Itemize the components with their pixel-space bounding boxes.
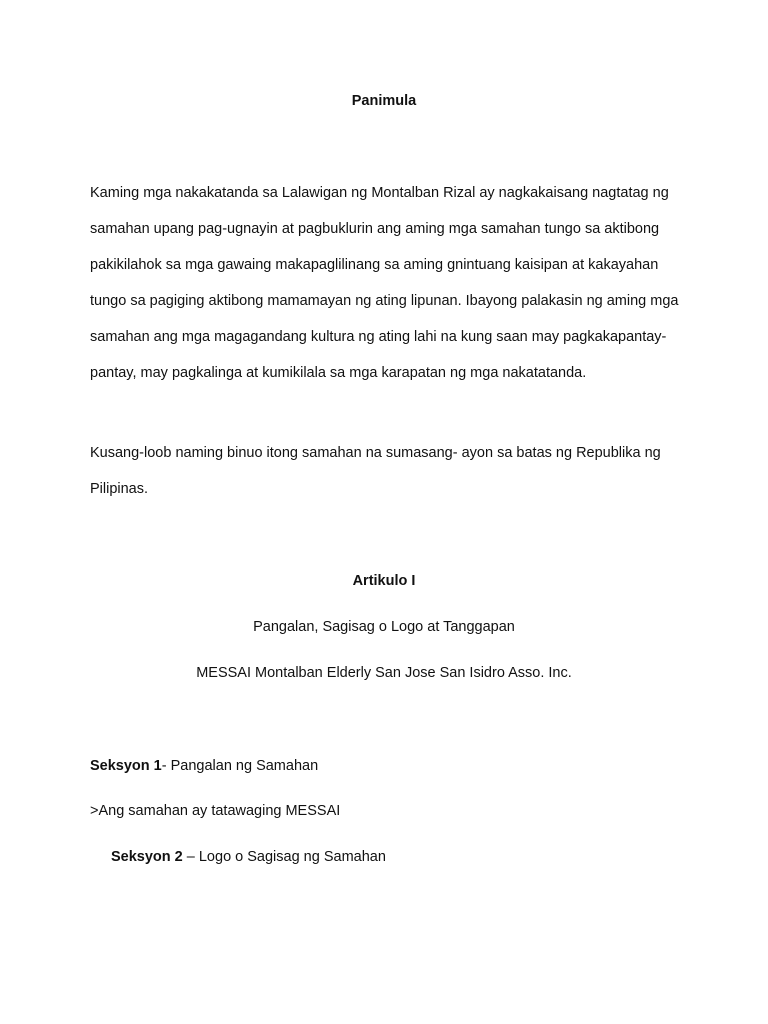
preamble-heading: Panimula <box>351 93 417 109</box>
section-2-title: – Logo o Sagisag ng Samahan <box>182 849 386 865</box>
preamble-paragraph-2 <box>90 436 690 508</box>
section-1-label: Seksyon 1 <box>90 758 162 774</box>
preamble-paragraph-1 <box>90 176 690 391</box>
preamble-paragraph-2-text: Kusang-loob naming binuo itong samahan na sumasang- ayon sa batas ng Republika ng Pilipinas. <box>90 445 661 497</box>
preamble-paragraph-1-text: Kaming mga nakakatanda sa Lalawigan ng Montalban Rizal ay nagkakaisang nagtatag ng samahan upang pag-ugnayin at pagbuklurin ang aming mga samahan tungo sa aktibong pakikilahok sa mga gawaing makapaglilinang sa aming gnintuang kaisipan at kakayahan tungo sa pagiging aktibong mamamayan ng ating lipunan. Ibayong palakasin ng aming mga samahan ang mga magagandang kultura ng ating lahi na kung saan may pagkakapantay-pantay, may pagkalinga at kumikilala sa mga karapatan ng mga nakatatanda. <box>90 185 679 381</box>
section-2-heading <box>111 849 386 865</box>
article-subheading: Pangalan, Sagisag o Logo at Tanggapan <box>253 619 515 635</box>
article-heading: Artikulo I <box>352 573 416 589</box>
section-1-body: >Ang samahan ay tatawaging MESSAI <box>90 803 341 819</box>
section-1-title: - Pangalan ng Samahan <box>161 758 319 774</box>
section-1-heading <box>90 758 318 774</box>
organization-name: MESSAI Montalban Elderly San Jose San Isidro Asso. Inc. <box>196 665 572 681</box>
section-2-label: Seksyon 2 <box>111 849 183 865</box>
